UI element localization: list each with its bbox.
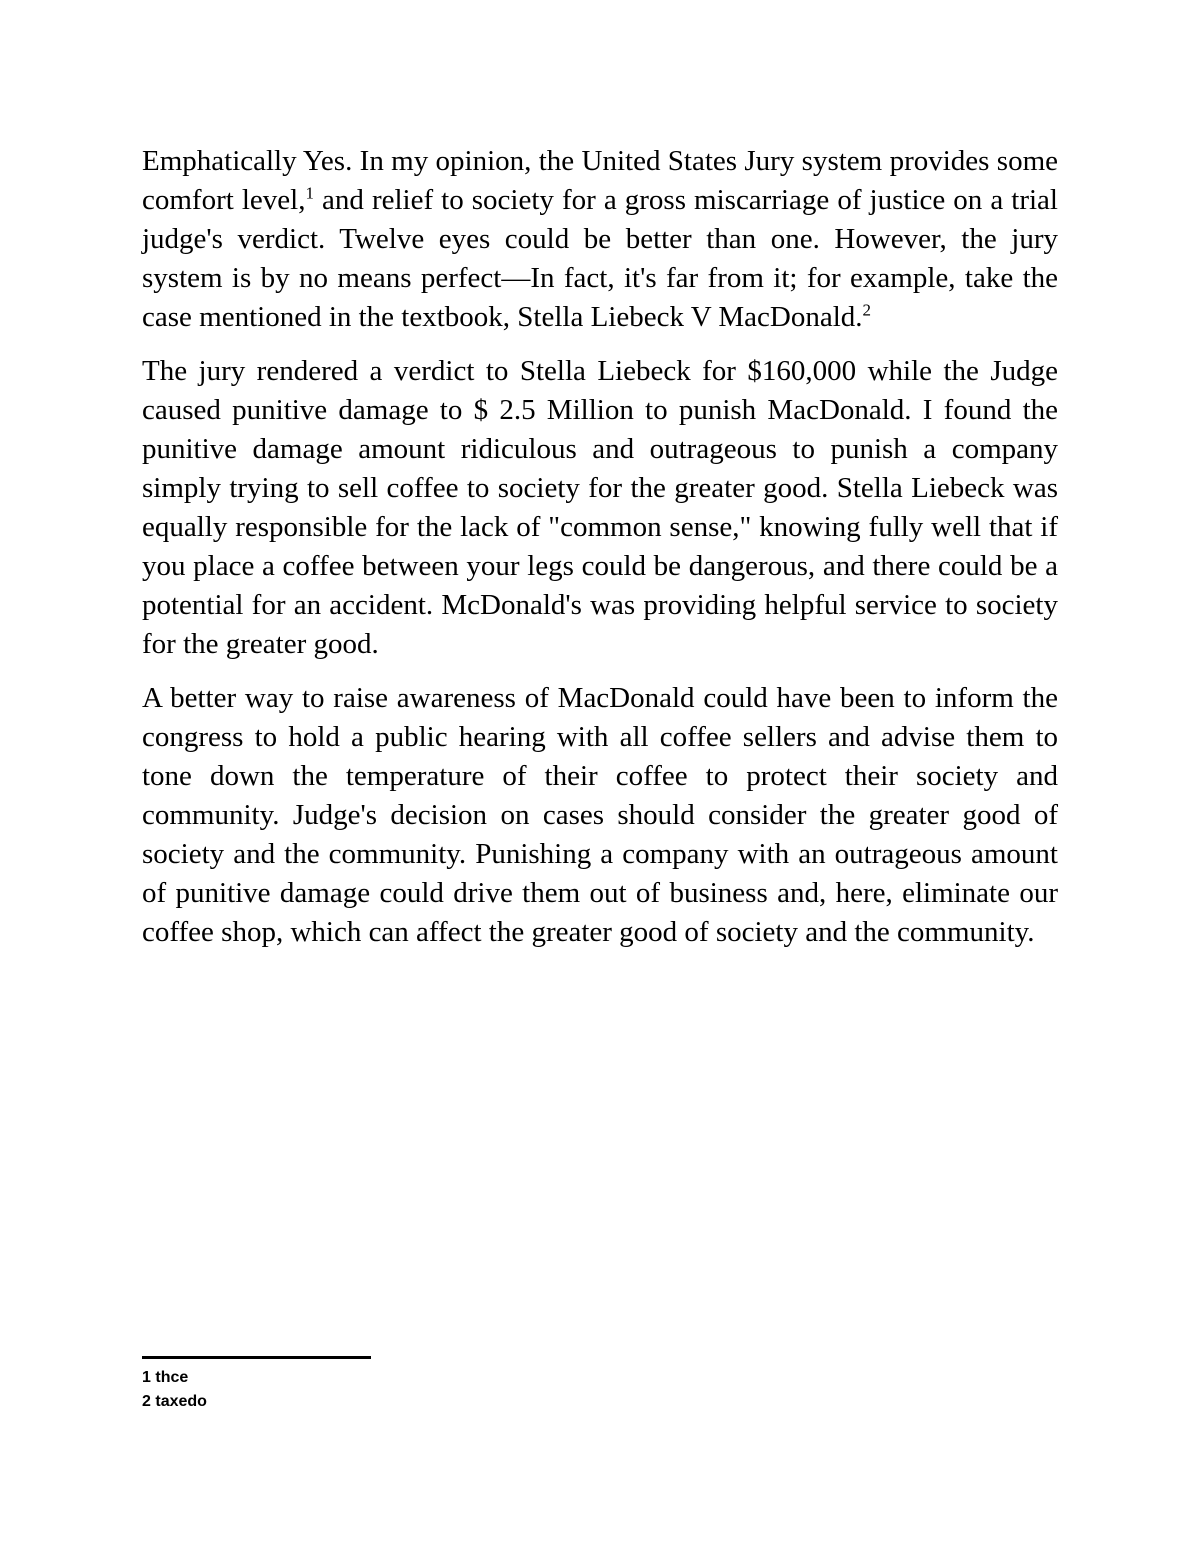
footnote-1-text: thce [155, 1369, 189, 1386]
footnote-1 [142, 1366, 207, 1390]
document-body [142, 142, 1058, 967]
paragraph-1 [142, 142, 1058, 337]
footnote-ref-1[interactable]: 1 [305, 183, 314, 203]
footnote-2-text: taxedo [155, 1393, 207, 1410]
footnote-1-number: 1 [142, 1369, 151, 1386]
footnote-ref-2[interactable]: 2 [862, 300, 872, 320]
paragraph-1-text-a: Emphatically Yes. In my opinion, the United States Jury system provides some comfort level, [142, 145, 1058, 216]
paragraph-2: The jury rendered a verdict to Stella Liebeck for $160,000 while the Judge caused punitive damage to $ 2.5 Million to punish MacDonald. I found the punitive damage amount ridiculous and outrageous to punish a company simply trying to sell coffee to society for the greater good. Stella Liebeck was equally responsible for the lack of "common sense," knowing fully well that if you place a coffee between your legs could be dangerous, and there could be a potential for an accident. McDonald's was providing helpful service to society for the greater good. [142, 355, 1058, 660]
footnote-separator [142, 1356, 371, 1359]
footnote-2-number: 2 [142, 1393, 151, 1410]
footnotes [142, 1366, 207, 1414]
footnote-2 [142, 1390, 207, 1414]
paragraph-1-text-b: and relief to society for a gross miscarriage of justice on a trial judge's verdict. Twelve eyes could be better than one. However, the jury system is by no means perfect—In fact, it's far from it; for example, take the case mentioned in the textbook, Stella Liebeck V MacDonald. [142, 184, 1058, 333]
paragraph-3: A better way to raise awareness of MacDonald could have been to inform the congress to hold a public hearing with all coffee sellers and advise them to tone down the temperature of their coffee to protect their society and community. Judge's decision on cases should consider the greater good of society and the community. Punishing a company with an outrageous amount of punitive damage could drive them out of business and, here, eliminate our coffee shop, which can affect the greater good of society and the community. [142, 682, 1058, 948]
